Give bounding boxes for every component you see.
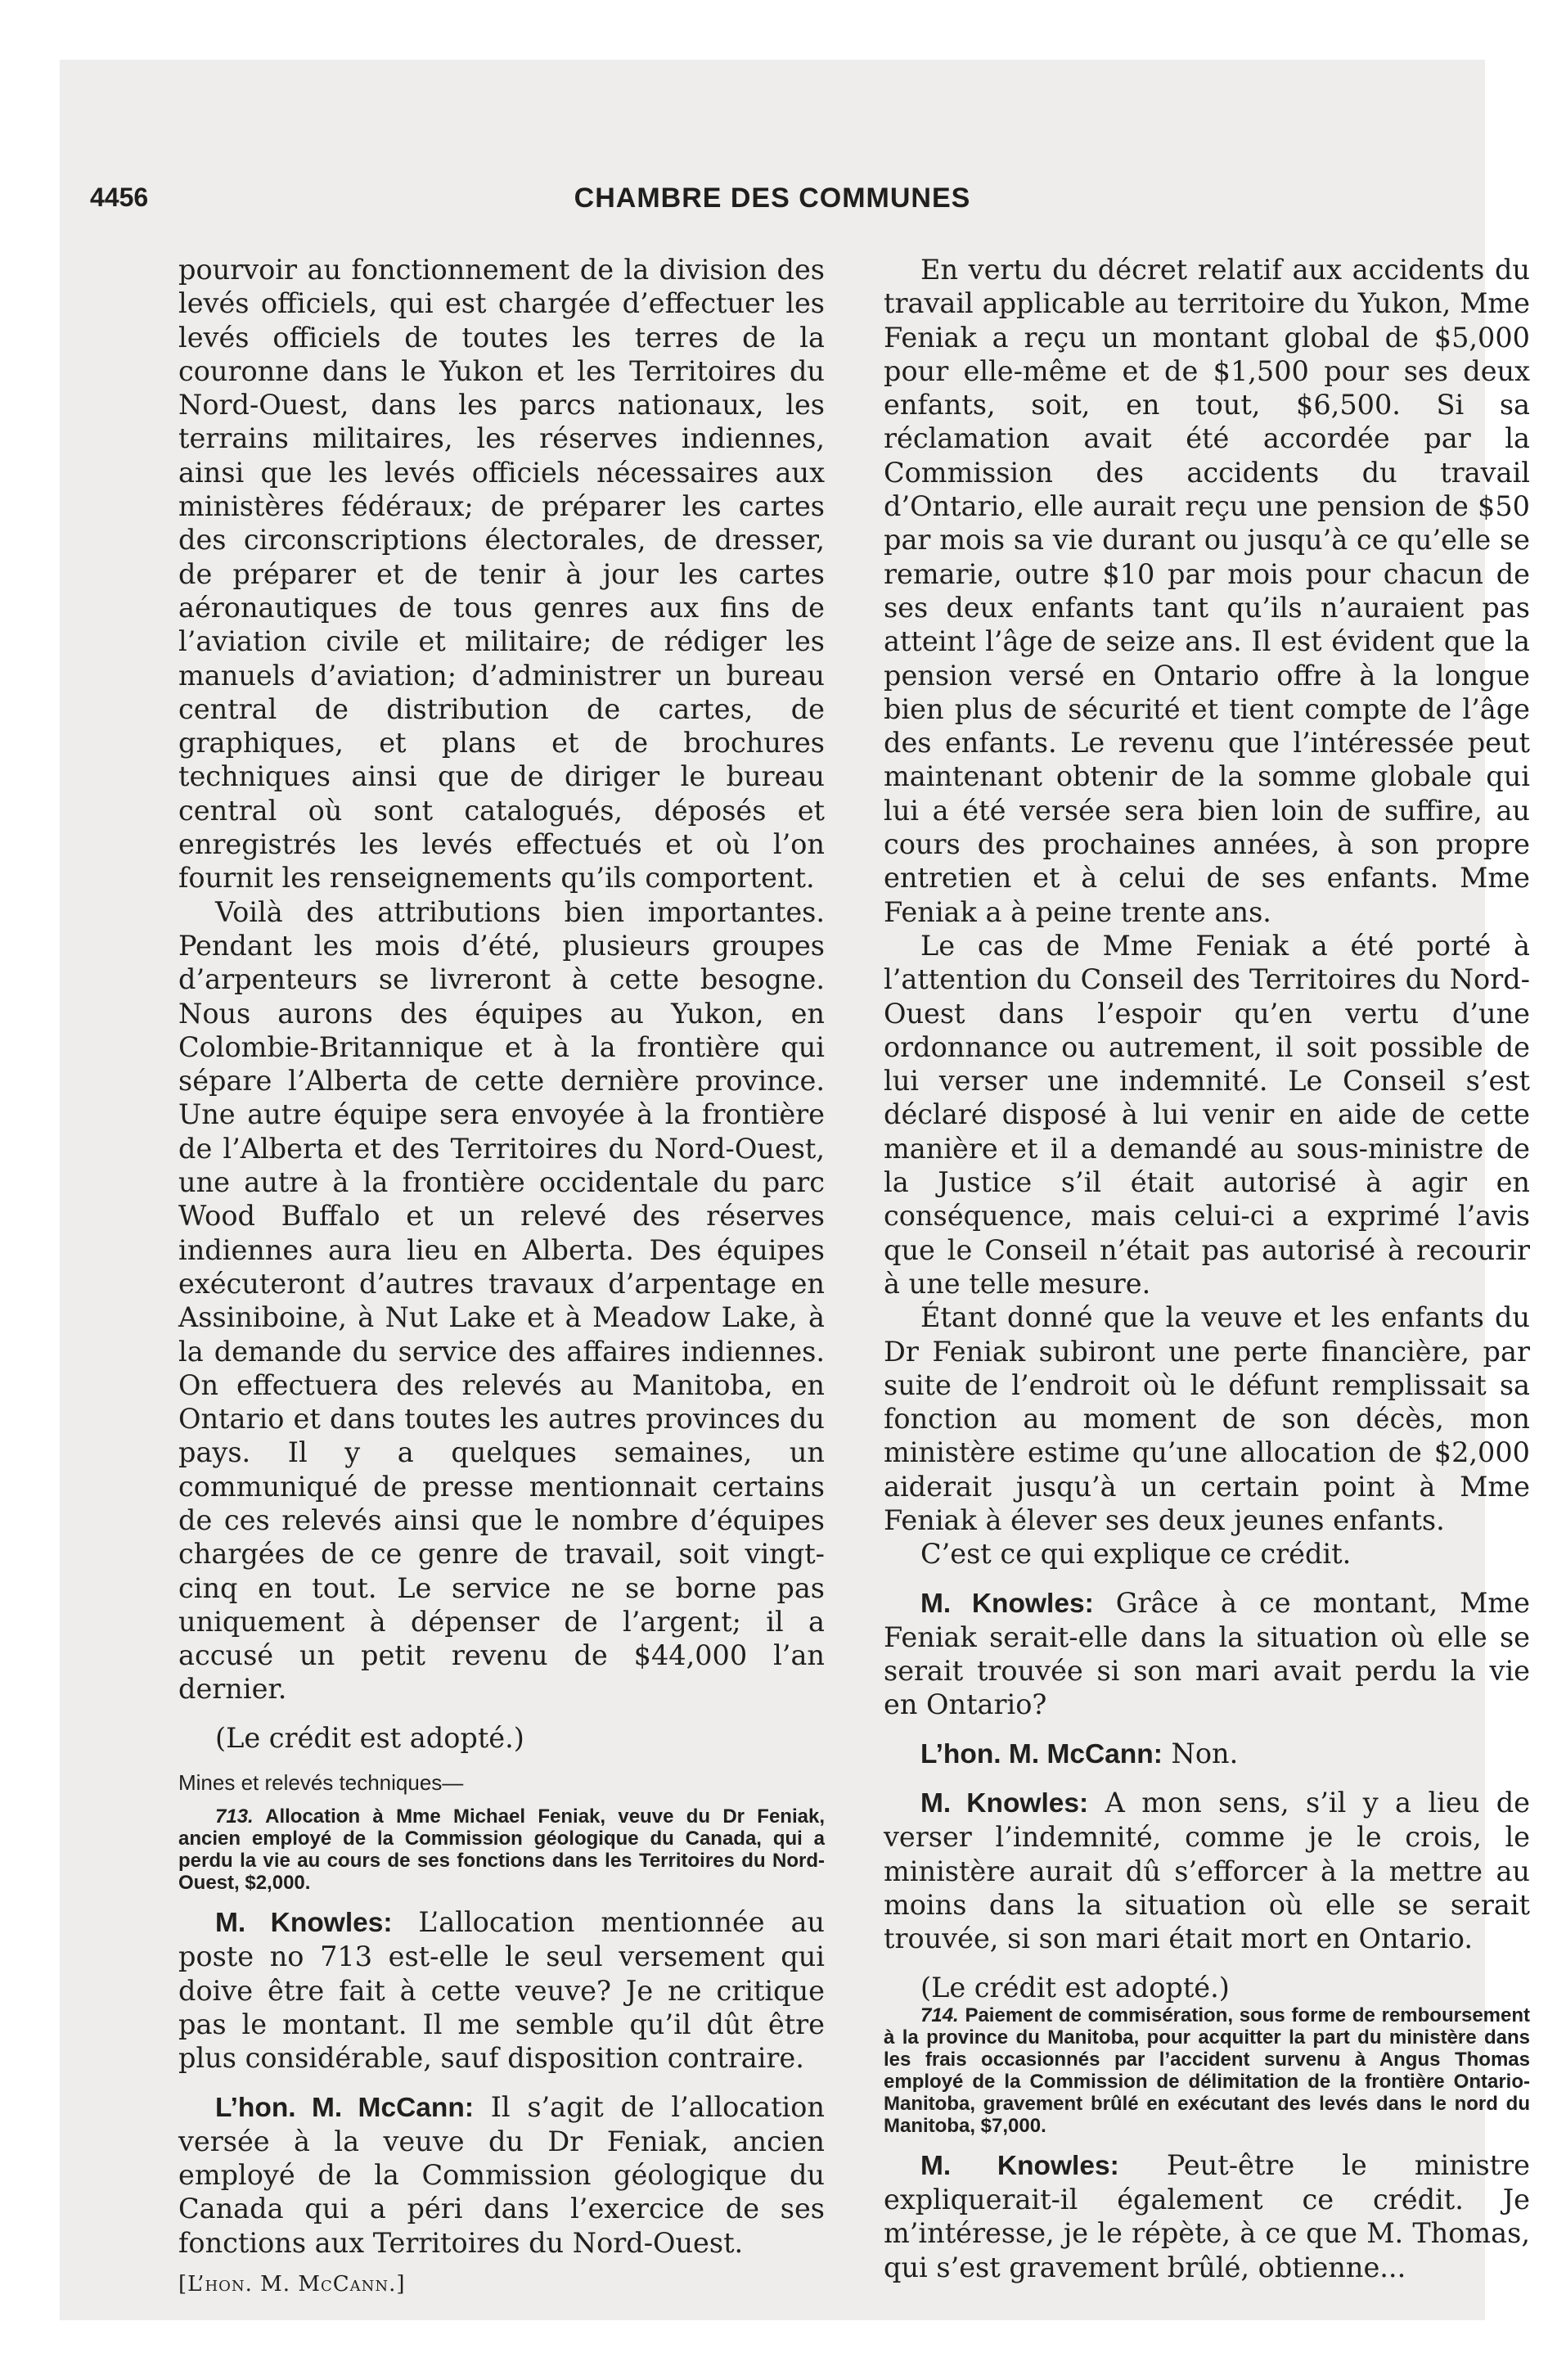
speaker-name: M. Knowles: [215,1908,393,1939]
item-number: 713. [215,1805,254,1828]
speech-text: Non. [1171,1737,1239,1769]
speech [178,2090,825,2260]
page-number: 4456 [90,183,149,212]
vote-adopted: (Le crédit est adopté.) [920,1971,1230,2004]
budget-item [178,1805,825,1894]
item-text: Paiement de commisération, sous forme de remboursement à la province du Manitoba, pour acquitter la part du ministère dans les frais occasionnés par l’accident survenu à Angus Thomas employé de la Commission de délimitation de la frontière Ontario-Manitoba, gravement brûlé en exécutant des levés dans le nord du Manitoba, $7,000. [884,2004,1531,2137]
vote-adopted: (Le crédit est adopté.) [215,1721,524,1754]
speech [178,1905,825,2075]
speech-text: A mon sens, s’il y a lieu de verser l’indemnité, comme je le crois, le ministère aurait dû s’efforcer à la mettre au moins dans la situation où elle se serait trouvée, si son mari était mort en Ontario. [884,1787,1530,1955]
speaker-name: M. Knowles: [920,1788,1089,1819]
item-text: Allocation à Mme Michael Feniak, veuve du Dr Feniak, ancien employé de la Commission géologique du Canada, qui a perdu la vie au cours de ses fonctions dans les Territoires du Nord-Ouest, $2,000. [178,1805,825,1895]
section-heading: Mines et relevés techniques— [178,1770,464,1796]
footer-speaker: [L’hon. M. McCann.] [178,2272,406,2297]
paragraph: Étant donné que la veuve et les enfants du Dr Feniak subiront une perte financière, par suite de l’endroit où le défunt remplissait sa fonction au moment de son décès, mon ministère estime qu’une allocation de $2,000 aiderait jusqu’à un certain point à Mme Feniak à élever ses deux jeunes enfants. [884,1301,1530,1536]
speech-text: Peut-être le ministre expliquerait-il également ce crédit. Je m’intéresse, je le répète, à ce que M. Thomas, qui s’est gravement brûlé, obtienne... [884,2148,1530,2283]
paragraph: Le cas de Mme Feniak a été porté à l’attention du Conseil des Territoires du Nord-Ouest dans l’espoir qu’en vertu d’une ordonnance ou autrement, il soit possible de lui verser une indemnité. Le Conseil s’est déclaré disposé à lui venir en aide de cette manière et il a demandé au sous-ministre de la Justice s’il était autorisé à agir en conséquence, mais celui-ci a exprimé l’avis que le Conseil n’était pas autorisé à recourir à une telle mesure. [884,929,1530,1300]
paragraph: pourvoir au fonctionnement de la division des levés officiels, qui est chargée d’effectuer les levés officiels de toutes les terres de la couronne dans le Yukon et les Territoires du Nord-Ouest, dans les parcs nationaux, les terrains militaires, les réserves indiennes, ainsi que les levés officiels nécessaires aux ministères fédéraux; de préparer les cartes des circonscriptions électorales, de dresser, de préparer et de tenir à jour les cartes aéronautiques de tous genres aux fins de l’aviation civile et militaire; de rédiger les manuels d’aviation; d’administrer un bureau central de distribution de cartes, de graphiques, et plans et de brochures techniques ainsi que de diriger le bureau central où sont catalogués, déposés et enregistrés les levés effectués et où l’on fournit les renseignements qu’ils comportent. [178,254,825,895]
right-column [884,253,1530,2284]
page-sheet [60,60,1531,2320]
running-head: CHAMBRE DES COMMUNES [574,183,971,214]
paragraph: Voilà des attributions bien importantes. Pendant les mois d’été, plusieurs groupes d’arpenteurs se livreront à cette besogne. Nous aurons des équipes au Yukon, en Colombie-Britannique et à la frontière qui sépare l’Alberta de cette dernière province. Une autre équipe sera envoyée à la frontière de l’Alberta et des Territoires du Nord-Ouest, une autre à la frontière occidentale du parc Wood Buffalo et un relevé des réserves indiennes aura lieu en Alberta. Des équipes exécuteront d’autres travaux d’arpentage en Assiniboine, à Nut Lake et à Meadow Lake, à la demande du service des affaires indiennes. On effectuera des relevés au Manitoba, en Ontario et dans toutes les autres provinces du pays. Il y a quelques semaines, un communiqué de presse mentionnait certains de ces relevés ainsi que le nombre d’équipes chargées de ce genre de travail, soit vingt-cinq en tout. Le service ne se borne pas uniquement à dépenser de l’argent; il a accusé un petit revenu de $44,000 l’an dernier. [178,895,825,1706]
speech-text: Grâce à ce montant, Mme Feniak serait-elle dans la situation où elle se serait trouvée si son mari avait perdu la vie en Ontario? [884,1586,1530,1721]
speech [884,1586,1530,1722]
item-number: 714. [920,2004,959,2026]
left-column [178,253,825,2297]
speech [884,1737,1530,1771]
speech [884,2148,1530,2284]
speech-text: Il s’agit de l’allocation versée à la veuve du Dr Feniak, ancien employé de la Commission géologique du Canada qui a péri dans l’exercice de ses fonctions aux Territoires du Nord-Ouest. [178,2090,826,2259]
budget-item [884,2004,1530,2137]
speech [884,1786,1530,1955]
page-header [60,183,1485,223]
speaker-name: M. Knowles: [920,2150,1119,2181]
paragraph: En vertu du décret relatif aux accidents du travail applicable au territoire du Yukon, Mme Feniak a reçu un montant global de $5,000 pour elle-même et de $1,500 pour ses deux enfants, soit, en tout, $6,500. Si sa réclamation avait été accordée par la Commission des accidents du travail d’Ontario, elle aurait reçu une pension de $50 par mois sa vie durant ou jusqu’à ce qu’elle se remarie, outre $10 par mois pour chacun de ses deux enfants tant qu’ils n’auraient pas atteint l’âge de seize ans. Il est évident que la pension versé en Ontario offre à la longue bien plus de sécurité et tient compte de l’âge des enfants. Le revenu que l’intéressée peut maintenant obtenir de la somme globale qui lui a été versée sera bien loin de suffire, au cours des prochaines années, à son propre entretien et à celui de ses enfants. Mme Feniak a à peine trente ans. [884,254,1530,928]
speaker-name: L’hon. M. McCann: [920,1738,1163,1769]
speaker-name: L’hon. M. McCann: [215,2092,474,2123]
paragraph: C’est ce qui explique ce crédit. [920,1538,1352,1571]
speaker-name: M. Knowles: [920,1588,1094,1619]
speech-text: L’allocation mentionnée au poste no 713 est-elle le seul versement qui doive être fait à cette veuve? Je ne critique pas le montant. Il me semble qu’il dût être plus considérable, sauf disposition contraire. [178,1906,825,2075]
